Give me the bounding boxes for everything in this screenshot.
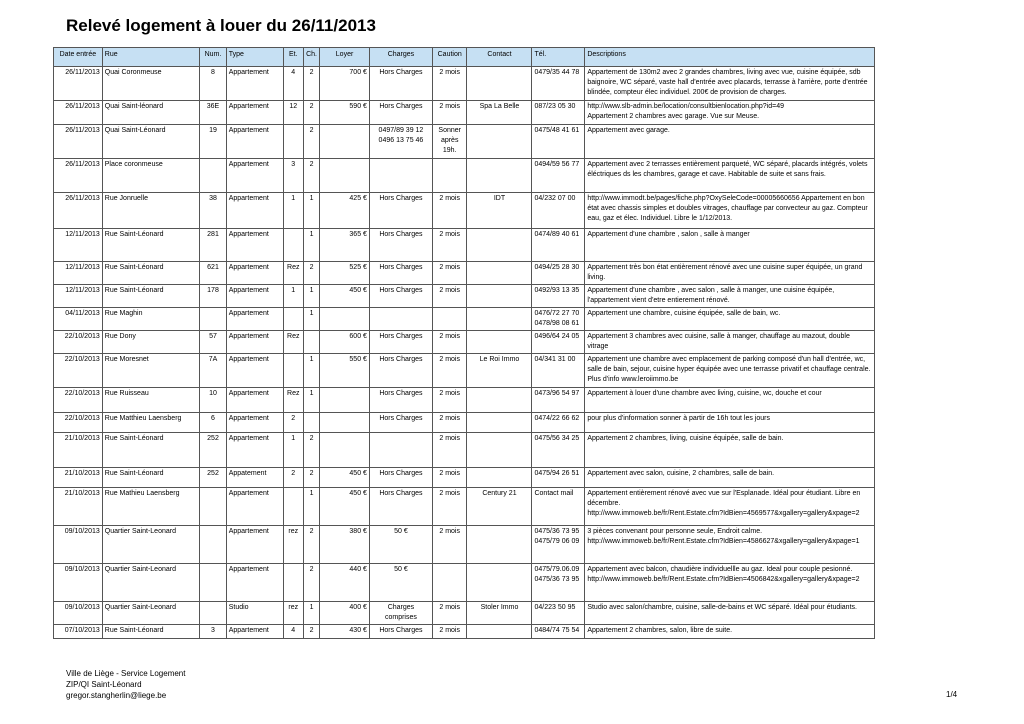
cell-caution: Sonner après 19h. <box>432 125 467 159</box>
housing-table <box>53 47 875 639</box>
cell-caution: 2 mois <box>432 67 467 101</box>
cell-type: Appartement <box>226 308 283 331</box>
cell-et <box>283 308 303 331</box>
cell-contact <box>467 125 532 159</box>
cell-ch: 1 <box>303 388 319 413</box>
col-header-type: Type <box>226 48 283 67</box>
table-row <box>54 262 875 285</box>
cell-date: 26/11/2013 <box>54 101 103 125</box>
cell-desc: pour plus d'information sonner à partir de 16h tout les jours <box>585 413 875 433</box>
col-header-desc: Descriptions <box>585 48 875 67</box>
cell-loyer <box>320 413 370 433</box>
cell-rue: Rue Dony <box>102 331 200 354</box>
cell-ch: 2 <box>303 125 319 159</box>
cell-rue: Place coronmeuse <box>102 159 200 193</box>
cell-rue: Rue Saint-Léonard <box>102 262 200 285</box>
cell-date: 04/11/2013 <box>54 308 103 331</box>
cell-num <box>200 526 226 564</box>
cell-loyer <box>320 308 370 331</box>
cell-tel: 0474/89 40 61 <box>532 229 585 262</box>
cell-loyer: 525 € <box>320 262 370 285</box>
cell-desc: Appartement avec balcon, chaudière individuellle au gaz. Ideal pour couple pesionné. http://www.immoweb.be/fr/Rent.Estate.cfm?IdBien=4506842&xgallery=gallery&xpage=2 <box>585 564 875 602</box>
cell-charges <box>369 433 432 468</box>
cell-contact <box>467 564 532 602</box>
table-row <box>54 625 875 639</box>
cell-loyer <box>320 125 370 159</box>
table-row <box>54 67 875 101</box>
cell-ch: 2 <box>303 625 319 639</box>
cell-tel: 0484/74 75 54 <box>532 625 585 639</box>
table-row <box>54 354 875 388</box>
table-body <box>54 67 875 639</box>
table-row <box>54 488 875 526</box>
cell-contact <box>467 308 532 331</box>
cell-contact: IDT <box>467 193 532 229</box>
cell-loyer <box>320 433 370 468</box>
cell-et: 3 <box>283 159 303 193</box>
cell-num: 19 <box>200 125 226 159</box>
cell-contact: Stoler Immo <box>467 602 532 625</box>
cell-charges: Hors Charges <box>369 229 432 262</box>
cell-desc: 3 pièces convenant pour personne seule, Endroit calme. http://www.immoweb.be/fr/Rent.Estate.cfm?IdBien=4586627&xgallery=gallery&xpage=1 <box>585 526 875 564</box>
cell-desc: Appartement à louer d'une chambre avec living, cuisine, wc, douche et cour <box>585 388 875 413</box>
cell-num: 8 <box>200 67 226 101</box>
cell-ch: 1 <box>303 308 319 331</box>
cell-caution: 2 mois <box>432 526 467 564</box>
cell-tel: 0479/35 44 78 <box>532 67 585 101</box>
cell-num: 621 <box>200 262 226 285</box>
cell-rue: Quai Saint-Léonard <box>102 125 200 159</box>
cell-caution: 2 mois <box>432 602 467 625</box>
cell-contact: Le Roi Immo <box>467 354 532 388</box>
col-header-ch: Ch. <box>303 48 319 67</box>
table-row <box>54 229 875 262</box>
cell-charges: Hors Charges <box>369 285 432 308</box>
cell-type: Appartement <box>226 193 283 229</box>
cell-rue: Rue Saint-Léonard <box>102 229 200 262</box>
cell-desc: Appartement avec salon, cuisine, 2 chambres, salle de bain. <box>585 468 875 488</box>
cell-caution <box>432 564 467 602</box>
cell-charges: Hors Charges <box>369 354 432 388</box>
cell-tel: 0475/48 41 61 <box>532 125 585 159</box>
cell-num: 57 <box>200 331 226 354</box>
cell-desc: Appartement 3 chambres avec cuisine, salle à manger, chauffage au mazout, double vitrage <box>585 331 875 354</box>
table-row <box>54 308 875 331</box>
cell-caution: 2 mois <box>432 413 467 433</box>
cell-desc: Studio avec salon/chambre, cuisine, salle-de-bains et WC séparé. Idéal pour étudiants. <box>585 602 875 625</box>
cell-rue: Rue Saint-Léonard <box>102 468 200 488</box>
col-header-rue: Rue <box>102 48 200 67</box>
cell-ch: 1 <box>303 285 319 308</box>
cell-charges: 50 € <box>369 526 432 564</box>
cell-rue: Rue Mathieu Laensberg <box>102 488 200 526</box>
table-row <box>54 285 875 308</box>
cell-charges <box>369 159 432 193</box>
cell-ch: 1 <box>303 602 319 625</box>
cell-num: 252 <box>200 468 226 488</box>
cell-num: 7A <box>200 354 226 388</box>
cell-et: Rez <box>283 388 303 413</box>
cell-tel: 0492/93 13 35 <box>532 285 585 308</box>
cell-date: 22/10/2013 <box>54 413 103 433</box>
cell-caution: 2 mois <box>432 354 467 388</box>
footer-line2: ZIP/QI Saint-Léonard <box>66 680 142 689</box>
cell-num <box>200 488 226 526</box>
cell-contact <box>467 526 532 564</box>
cell-et: 4 <box>283 67 303 101</box>
col-header-et: Et. <box>283 48 303 67</box>
cell-loyer <box>320 159 370 193</box>
col-header-caution: Caution <box>432 48 467 67</box>
cell-type: Appartement <box>226 625 283 639</box>
cell-contact <box>467 285 532 308</box>
cell-contact <box>467 388 532 413</box>
table-row <box>54 388 875 413</box>
cell-type: Appartement <box>226 229 283 262</box>
cell-caution: 2 mois <box>432 625 467 639</box>
cell-charges: Hors Charges <box>369 625 432 639</box>
cell-rue: Rue Saint-Léonard <box>102 625 200 639</box>
cell-type: Appartement <box>226 413 283 433</box>
cell-caution: 2 mois <box>432 285 467 308</box>
cell-et: Rez <box>283 331 303 354</box>
cell-et: 1 <box>283 285 303 308</box>
cell-date: 07/10/2013 <box>54 625 103 639</box>
cell-charges: Hors Charges <box>369 193 432 229</box>
cell-rue: Rue Matthieu Laensberg <box>102 413 200 433</box>
cell-tel: 0475/36 73 95 0475/79 06 09 <box>532 526 585 564</box>
cell-tel: 04/341 31 00 <box>532 354 585 388</box>
footer-email: gregor.stangherlin@liege.be <box>66 691 167 700</box>
cell-ch <box>303 413 319 433</box>
cell-charges: Hors Charges <box>369 67 432 101</box>
cell-caution: 2 mois <box>432 468 467 488</box>
table-row <box>54 468 875 488</box>
cell-et: 2 <box>283 468 303 488</box>
cell-tel: 0494/25 28 30 <box>532 262 585 285</box>
cell-loyer: 550 € <box>320 354 370 388</box>
cell-contact <box>467 331 532 354</box>
cell-desc: Appartement avec garage. <box>585 125 875 159</box>
cell-tel: 0475/94 26 51 <box>532 468 585 488</box>
cell-charges: Hors Charges <box>369 331 432 354</box>
cell-et: rez <box>283 526 303 564</box>
cell-rue: Quartier Saint-Leonard <box>102 526 200 564</box>
footer-line1: Ville de Liège - Service Logement <box>66 669 186 678</box>
cell-caution: 2 mois <box>432 229 467 262</box>
cell-tel: 04/223 50 95 <box>532 602 585 625</box>
cell-ch: 2 <box>303 159 319 193</box>
table-header-row <box>54 48 875 67</box>
cell-charges: Hors Charges <box>369 488 432 526</box>
cell-type: Studio <box>226 602 283 625</box>
cell-date: 21/10/2013 <box>54 468 103 488</box>
cell-num: 281 <box>200 229 226 262</box>
cell-charges: 0497/89 39 12 0496 13 75 46 <box>369 125 432 159</box>
table-row <box>54 602 875 625</box>
cell-type: Appartement <box>226 488 283 526</box>
cell-desc: http://www.immodt.be/pages/fiche.php?OxySeleCode=00005660656 Appartement en bon état avec chassis simples et doubles vitrages, chauffage par convecteur au gaz. Compteur eau, gaz et élec. Individuel. Libre le 1/12/2013. <box>585 193 875 229</box>
cell-loyer <box>320 388 370 413</box>
cell-desc: Appartement entièrement rénové avec vue sur l'Esplanade. Idéal pour étudiant. Libre en décembre. http://www.immoweb.be/fr/Rent.Estate.cfm?IdBien=4569577&xgallery=gallery&xpage=2 <box>585 488 875 526</box>
cell-rue: Rue Saint-Léonard <box>102 285 200 308</box>
cell-date: 09/10/2013 <box>54 564 103 602</box>
cell-desc: Appartement d'une chambre , salon , salle à manger <box>585 229 875 262</box>
cell-num: 3 <box>200 625 226 639</box>
cell-et <box>283 125 303 159</box>
cell-caution: 2 mois <box>432 433 467 468</box>
cell-tel: 0474/22 66 62 <box>532 413 585 433</box>
cell-type: Appartement <box>226 354 283 388</box>
cell-loyer: 600 € <box>320 331 370 354</box>
cell-rue: Rue Maghin <box>102 308 200 331</box>
table-row <box>54 101 875 125</box>
cell-date: 12/11/2013 <box>54 285 103 308</box>
cell-type: Appartement <box>226 331 283 354</box>
cell-loyer: 440 € <box>320 564 370 602</box>
cell-type: Appartement <box>226 526 283 564</box>
page-title: Relevé logement à louer du 26/11/2013 <box>66 16 376 35</box>
cell-et: rez <box>283 602 303 625</box>
cell-contact <box>467 433 532 468</box>
cell-charges <box>369 308 432 331</box>
cell-ch: 1 <box>303 488 319 526</box>
cell-et: 12 <box>283 101 303 125</box>
cell-ch: 2 <box>303 433 319 468</box>
cell-tel: 0473/96 54 97 <box>532 388 585 413</box>
cell-contact <box>467 159 532 193</box>
cell-rue: Rue Saint-Léonard <box>102 433 200 468</box>
cell-rue: Rue Moresnet <box>102 354 200 388</box>
col-header-date: Date entrée <box>54 48 103 67</box>
table-row <box>54 433 875 468</box>
cell-tel: 087/23 05 30 <box>532 101 585 125</box>
cell-type: Appartement <box>226 564 283 602</box>
cell-et <box>283 354 303 388</box>
cell-num: 252 <box>200 433 226 468</box>
cell-ch: 1 <box>303 229 319 262</box>
cell-caution: 2 mois <box>432 388 467 413</box>
cell-date: 12/11/2013 <box>54 229 103 262</box>
cell-num <box>200 308 226 331</box>
cell-contact: Century 21 <box>467 488 532 526</box>
cell-charges: Hors Charges <box>369 388 432 413</box>
cell-contact <box>467 229 532 262</box>
cell-rue: Quartier Saint-Leonard <box>102 564 200 602</box>
cell-loyer: 700 € <box>320 67 370 101</box>
cell-type: Appartement <box>226 101 283 125</box>
cell-desc: Appartement une chambre, cuisine équipée, salle de bain, wc. <box>585 308 875 331</box>
cell-date: 26/11/2013 <box>54 159 103 193</box>
cell-contact <box>467 413 532 433</box>
table-row <box>54 564 875 602</box>
cell-desc: Appartement avec 2 terrasses entièrement parqueté, WC séparé, placards intégrés, volets éléctriques ds les chambres, garage et cave. Habitable de suite et sans frais. <box>585 159 875 193</box>
cell-loyer: 590 € <box>320 101 370 125</box>
cell-caution: 2 mois <box>432 101 467 125</box>
cell-loyer: 450 € <box>320 488 370 526</box>
cell-tel: Contact mail <box>532 488 585 526</box>
cell-date: 22/10/2013 <box>54 354 103 388</box>
cell-caution: 2 mois <box>432 262 467 285</box>
cell-ch: 1 <box>303 354 319 388</box>
cell-tel: 0494/59 56 77 <box>532 159 585 193</box>
cell-caution <box>432 308 467 331</box>
cell-rue: Rue Jonruelle <box>102 193 200 229</box>
cell-tel: 0475/79.06.09 0475/36 73 95 <box>532 564 585 602</box>
cell-charges: Charges comprises <box>369 602 432 625</box>
cell-et: 2 <box>283 413 303 433</box>
cell-tel: 0475/56 34 25 <box>532 433 585 468</box>
col-header-loyer: Loyer <box>320 48 370 67</box>
cell-desc: Appartement d'une chambre , avec salon , salle à manger, une cuisine équipée, l'appartement vient d'etre entierement rénové. <box>585 285 875 308</box>
cell-rue: Quartier Saint-Leonard <box>102 602 200 625</box>
cell-date: 22/10/2013 <box>54 331 103 354</box>
col-header-num: Num. <box>200 48 226 67</box>
cell-ch: 2 <box>303 67 319 101</box>
table-row <box>54 413 875 433</box>
cell-type: Appartement <box>226 125 283 159</box>
cell-desc: Appartement 2 chambres, salon, libre de suite. <box>585 625 875 639</box>
cell-tel: 0496/64 24 05 <box>532 331 585 354</box>
cell-et <box>283 229 303 262</box>
cell-desc: Appartement une chambre avec emplacement de parking composé d'un hall d'entrée, wc, salle de bain, sejour, cuisine hyper équipée avec une terrasse privatif et chauffage centrale. Plus d'info www.leroiimmo.be <box>585 354 875 388</box>
cell-et: 1 <box>283 193 303 229</box>
cell-desc: Appartement très bon état entièrement rénové avec une cuisine super équipée, un grand living. <box>585 262 875 285</box>
table-row <box>54 193 875 229</box>
cell-date: 09/10/2013 <box>54 602 103 625</box>
col-header-contact: Contact <box>467 48 532 67</box>
cell-et: 4 <box>283 625 303 639</box>
cell-rue: Quai Coronmeuse <box>102 67 200 101</box>
cell-type: Appartement <box>226 67 283 101</box>
cell-charges: Hors Charges <box>369 468 432 488</box>
cell-charges: Hors Charges <box>369 262 432 285</box>
cell-date: 09/10/2013 <box>54 526 103 564</box>
cell-charges: Hors Charges <box>369 101 432 125</box>
table-row <box>54 125 875 159</box>
cell-num: 178 <box>200 285 226 308</box>
footer <box>66 668 185 701</box>
cell-contact <box>467 67 532 101</box>
cell-date: 26/11/2013 <box>54 193 103 229</box>
cell-ch: 2 <box>303 262 319 285</box>
cell-type: Appartement <box>226 262 283 285</box>
table-row <box>54 331 875 354</box>
cell-date: 26/11/2013 <box>54 125 103 159</box>
cell-tel: 04/232 07 00 <box>532 193 585 229</box>
cell-loyer: 450 € <box>320 468 370 488</box>
cell-caution: 2 mois <box>432 331 467 354</box>
page-number: 1/4 <box>946 690 958 699</box>
cell-num: 38 <box>200 193 226 229</box>
cell-loyer: 430 € <box>320 625 370 639</box>
cell-contact <box>467 468 532 488</box>
cell-type: Appartement <box>226 285 283 308</box>
cell-date: 12/11/2013 <box>54 262 103 285</box>
cell-ch: 2 <box>303 526 319 564</box>
cell-et: 1 <box>283 433 303 468</box>
cell-desc: Appartement 2 chambres, living, cuisine équipée, salle de bain. <box>585 433 875 468</box>
cell-loyer: 425 € <box>320 193 370 229</box>
cell-type: Appartement <box>226 388 283 413</box>
cell-ch <box>303 331 319 354</box>
col-header-tel: Tél. <box>532 48 585 67</box>
cell-type: Appartement <box>226 159 283 193</box>
cell-type: Appartement <box>226 433 283 468</box>
cell-et <box>283 488 303 526</box>
cell-caution: 2 mois <box>432 488 467 526</box>
cell-num <box>200 602 226 625</box>
cell-date: 21/10/2013 <box>54 433 103 468</box>
col-header-charges: Charges <box>369 48 432 67</box>
cell-contact <box>467 262 532 285</box>
cell-loyer: 380 € <box>320 526 370 564</box>
cell-date: 22/10/2013 <box>54 388 103 413</box>
cell-loyer: 365 € <box>320 229 370 262</box>
cell-caution <box>432 159 467 193</box>
cell-num <box>200 159 226 193</box>
cell-rue: Quai Saint-léonard <box>102 101 200 125</box>
cell-date: 21/10/2013 <box>54 488 103 526</box>
cell-ch: 2 <box>303 101 319 125</box>
cell-rue: Rue Ruisseau <box>102 388 200 413</box>
cell-caution: 2 mois <box>432 193 467 229</box>
cell-num: 10 <box>200 388 226 413</box>
cell-num: 36E <box>200 101 226 125</box>
cell-loyer: 400 € <box>320 602 370 625</box>
cell-ch: 1 <box>303 193 319 229</box>
cell-desc: Appartement de 130m2 avec 2 grandes chambres, living avec vue, cuisine équipée, sdb baignoire, WC séparé, vaste hall d'entrée avec placards, terrasse à l'arrière, porte d'entrée blindée, compteur élec individuel. 200€ de provision de charges. <box>585 67 875 101</box>
table-row <box>54 159 875 193</box>
cell-loyer: 450 € <box>320 285 370 308</box>
cell-charges: 50 € <box>369 564 432 602</box>
cell-date: 26/11/2013 <box>54 67 103 101</box>
table-row <box>54 526 875 564</box>
cell-desc: http://www.slb-admin.be/location/consultbienlocation.php?id=49 Appartement 2 chambres avec garage. Vue sur Meuse. <box>585 101 875 125</box>
cell-num: 6 <box>200 413 226 433</box>
cell-et <box>283 564 303 602</box>
cell-type: Appatement <box>226 468 283 488</box>
cell-tel: 0476/72 27 70 0478/98 08 61 <box>532 308 585 331</box>
cell-num <box>200 564 226 602</box>
cell-ch: 2 <box>303 564 319 602</box>
cell-charges: Hors Charges <box>369 413 432 433</box>
cell-contact <box>467 625 532 639</box>
cell-ch: 2 <box>303 468 319 488</box>
cell-et: Rez <box>283 262 303 285</box>
cell-contact: Spa La Belle <box>467 101 532 125</box>
